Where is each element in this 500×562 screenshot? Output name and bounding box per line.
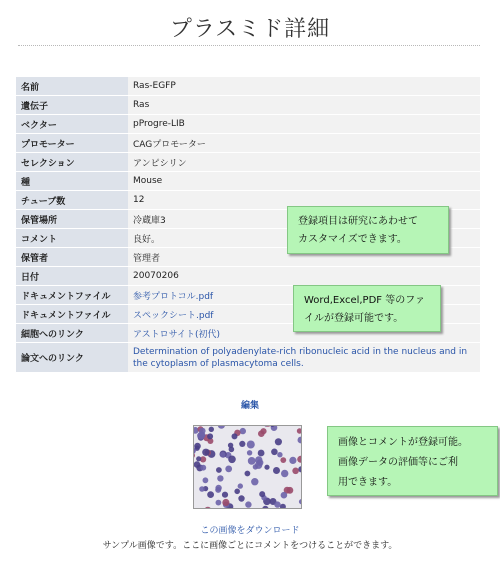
detail-label: ベクター [16,115,128,133]
cell-dot [238,495,244,501]
detail-value-cell: CAGプロモーター [128,134,480,152]
detail-value-cell: Mouse [128,172,480,190]
note-custom-fields [287,206,449,254]
download-image-link[interactable]: この画像をダウンロード [200,526,300,536]
cell-dot [204,507,212,509]
image-caption: サンプル画像です。ここに画像ごとにコメントをつけることができます。 [102,541,398,551]
detail-value-cell: 12 [128,191,480,209]
cell-dot [222,492,228,498]
cell-dot [257,459,264,466]
detail-label: コメント [16,229,128,247]
cell-dot [275,438,282,445]
detail-row [16,153,480,171]
cell-dot [216,500,222,506]
edit-link[interactable]: 編集 [240,401,259,411]
cell-dot [247,441,255,449]
cell-dot [247,450,252,455]
detail-label: セレクション [16,153,128,171]
cell-dot [238,483,243,488]
detail-label: 細胞へのリンク [16,324,128,342]
detail-label: 論文へのリンク [16,343,128,372]
cell-dot [194,461,200,468]
cell-dot [299,499,302,504]
sample-image[interactable] [193,425,302,509]
cell-dot [245,501,251,507]
detail-value-cell: pProgre-LIB [128,115,480,133]
note-line: Word,Excel,PDF 等のファ [304,295,426,306]
cell-dot [215,485,221,491]
cell-dot [274,501,280,507]
cell-dot [218,426,225,429]
cell-dot [258,430,265,437]
detail-value-cell: 冷蔵庫3 [128,210,480,228]
cell-dot [273,467,280,474]
note-line: イルが登録可能です。 [304,313,404,324]
cell-dot [217,475,223,481]
detail-value-cell: 良好。 [128,229,480,247]
cell-dot [196,456,201,461]
cell-dot [264,465,269,470]
cell-dot [248,457,256,465]
detail-label: チューブ数 [16,191,128,209]
cell-dot [281,492,288,499]
detail-label: 遺伝子 [16,96,128,114]
cell-dot [209,427,214,432]
detail-label: 名前 [16,77,128,95]
cell-dot [280,457,286,463]
detail-link[interactable]: スペックシート.pdf [133,310,214,321]
detail-link[interactable]: Determination of polyadenylate-rich ribonucleic acid in the nucleus and in the cytoplasm of plasmacytoma cells. [133,346,468,369]
detail-label: 種 [16,172,128,190]
cell-dot [281,470,288,477]
detail-link[interactable]: 参考プロトコル.pdf [133,291,214,302]
cell-dot [232,433,238,439]
detail-value-cell: 20070206 [128,267,480,285]
cell-dot [207,491,214,498]
cell-dot [240,428,246,434]
cell-dot [280,504,286,509]
detail-link[interactable]: アストロサイト(初代) [133,329,221,340]
cell-dot [245,471,251,477]
detail-row [16,343,480,372]
page-title: プラスミド詳細 [169,17,331,42]
cell-dot [297,428,302,433]
title-divider [18,45,480,46]
detail-row [16,115,480,133]
cell-dot [225,466,232,473]
cell-dot [297,456,302,463]
cell-dot [198,431,205,438]
cell-dot [220,452,226,458]
cell-dot [298,437,303,444]
detail-label: プロモーター [16,134,128,152]
cell-dot [258,450,265,457]
detail-value-cell [128,343,480,372]
note-line: カスタマイズできます。 [298,234,407,245]
note-file-types [293,285,441,332]
note-line: 登録項目は研究にあわせて [298,216,418,227]
cell-dot [292,468,299,475]
detail-label: ドキュメントファイル [16,305,128,323]
detail-row [16,77,480,95]
detail-value-cell: アンピシリン [128,153,480,171]
cell-dot [203,477,209,483]
cell-dot [262,506,268,509]
cell-dot [199,486,205,492]
note-line: 用できます。 [338,477,398,488]
detail-label: 日付 [16,267,128,285]
detail-row [16,96,480,114]
detail-row [16,134,480,152]
detail-value-cell: Ras [128,96,480,114]
cell-dot [200,465,206,471]
cell-dot [277,452,282,457]
detail-label: 保管場所 [16,210,128,228]
note-line: 画像データの評価等にご利 [338,457,458,468]
cell-dot [202,449,209,456]
detail-label: ドキュメントファイル [16,286,128,304]
cell-dot [228,456,236,464]
detail-value-cell: 管理者 [128,248,480,266]
note-image-comment [327,426,498,496]
cell-dot [271,449,278,456]
cell-dot [259,491,265,497]
detail-row [16,172,480,190]
note-line: 画像とコメントが登録可能。 [338,437,468,448]
cell-dot [234,489,240,495]
cell-dot [251,478,258,485]
cell-dot [194,443,201,450]
cell-dot [207,433,213,439]
blood-cells-image [194,426,302,509]
cell-dot [289,457,296,464]
detail-value-cell: Ras-EGFP [128,77,480,95]
cell-dot [216,467,222,473]
detail-row [16,267,480,285]
cell-dot [229,447,235,453]
cell-dot [222,499,229,506]
detail-label: 保管者 [16,248,128,266]
cell-dot [239,441,245,447]
